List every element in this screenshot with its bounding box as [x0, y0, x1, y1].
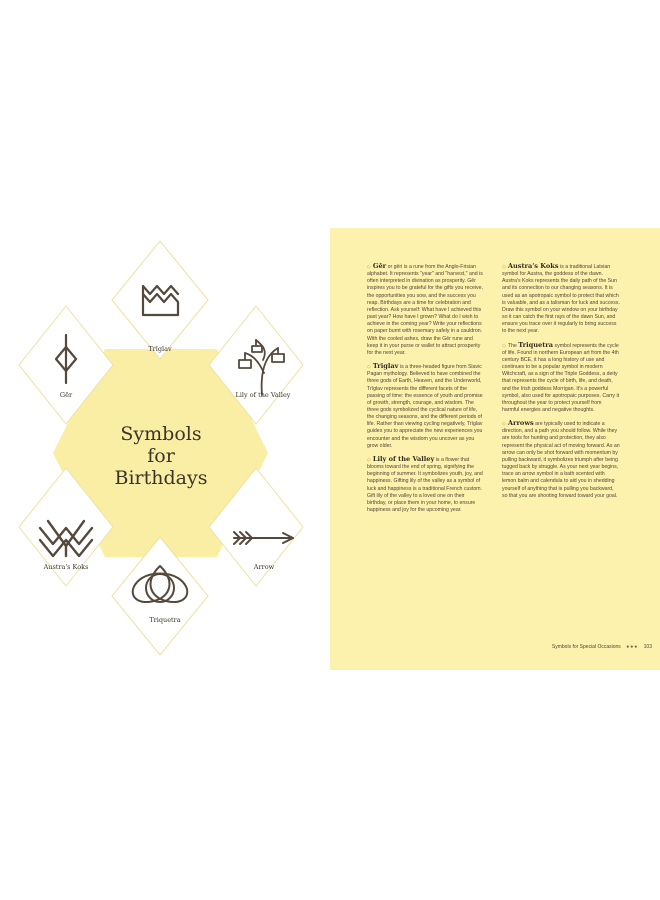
bullet-icon: ◇ [502, 421, 506, 428]
bullet-icon: ◇ [502, 342, 506, 349]
text-column-left [367, 263, 485, 520]
page-footer [552, 644, 652, 650]
bullet-icon: ◇ [502, 264, 506, 270]
title-line-1: Symbols for [120, 423, 202, 467]
arrows-text: are typically used to indicate a direction, and a path you should follow. While they are tools for hunting and protection, they also represent the physical act of moving forward. As an arrow can only be shot forward with momentum by pulling backward, it symbolizes triumph after being tugged back by struggle. As your next year begins, trace an arrow symbol in a bath scented with lemon balm and calendula to aid you in shedding yourself of anything that is pulling you backward, so that you are shooting forward toward your goal. [502, 421, 620, 499]
right-page [330, 228, 660, 670]
diamond-triglav [112, 241, 208, 359]
label-austras-koks: Austra's Koks [43, 563, 89, 571]
label-triquetra: Triquetra [149, 616, 181, 624]
lily-paragraph [367, 456, 485, 514]
spread-title [105, 423, 217, 489]
footer-section-title: Symbols for Special Occasions [551, 644, 621, 650]
bullet-icon: ◇ [367, 364, 371, 371]
footer-dots: ●●● [626, 644, 639, 650]
label-lily-of-the-valley: Lily of the Valley [235, 391, 291, 399]
page-number: 103 [643, 644, 652, 650]
ger-text: or gēri is a rune from the Anglo-Frisian alphabet. It represents "year" and "harvest," and is often interpreted in divination as prosperity. Gēr inspires you to be grateful for the gifts you receive, the opportunities you sow, and the success you reap. Birthdays are a time for celebration and reflection. Ask yourself: What have I achieved this past year? How have I grown? What do I wish to achieve in the coming year? Write your reflections on paper burnt with rosemary safely in a cauldron. With the cooled ashes, draw the Gēr rune and keep it in your purse or wallet to attract prosperity for the next year. [367, 264, 483, 356]
label-ger: Gēr [59, 391, 73, 399]
triquetra-text: symbol represents the cycle of life. Found in northern European art from the 4th century BCE, it has a long history of use and continues to be a popular symbol in modern Witchcraft, as a sign of the Triple Goddess, a deity that represents the cycle of birth, life, and death, and the Irish goddess Morrigan. It's a powerful symbol, also used for apotropaic purposes. Carry it throughout the year to protect yourself from harmful energies and negative thoughts. [502, 342, 620, 413]
lily-text: is a flower that blooms toward the end of spring, signifying the beginning of summer. It symbolizes youth, joy, and happiness. Gifting lily of the valley as a symbol of luck and happiness is a traditional French custom. Gift lily of the valley to a loved one on their birthday, or place them in your home, to ensure happiness and joy for the upcoming year. [367, 456, 483, 513]
ger-heading: Gēr [372, 262, 387, 270]
bullet-icon: ◇ [367, 456, 371, 463]
austras-koks-paragraph [502, 263, 620, 336]
text-column-right [502, 263, 620, 506]
triglav-paragraph [367, 363, 485, 450]
label-arrow: Arrow [253, 563, 275, 571]
arrows-heading: Arrows [507, 419, 534, 428]
triquetra-heading: Triquetra [518, 340, 554, 349]
bullet-icon: ◇ [367, 264, 371, 270]
triquetra-paragraph [502, 342, 620, 415]
label-triglav: Trīglav [148, 345, 172, 353]
lily-heading: Lily of the Valley [372, 454, 435, 463]
triquetra-pre: The [507, 342, 519, 349]
ger-paragraph [367, 263, 485, 357]
arrows-paragraph [502, 420, 620, 500]
left-page [0, 0, 325, 900]
austras-koks-text: is a traditional Latvian symbol for Austra, the goddess of the dawn. Austra's Koks represents the daily path of the Sun and its connection to our changing seasons. It is used as an apotropaic symbol to protect that which is valuable, and as a talisman for luck and success. Draw this symbol on your window on your birthday so it can catch the first rays of the dawn Sun, and ensure you trace over it regularly to bring success to the next year. [502, 264, 620, 335]
triglav-heading: Trīglav [372, 362, 399, 371]
triglav-text: is a three-headed figure from Slavic Pagan mythology. Believed to have combined the three gods of Earth, Heaven, and the Underworld, Trīglav represents the different facets of the passing of time: the essence of youth and promise of growth, strength, courage, and wisdom. The three gods symbolized the cyclical nature of life, the changing seasons, and the different periods of life. Rather than viewing cycling negatively, Trīglav guides you to appreciate the new experiences you encounter and the wisdom you uncover as you grow older. [367, 364, 483, 449]
title-line-2: Birthdays [114, 467, 208, 489]
austras-koks-heading: Austra's Koks [507, 262, 559, 270]
